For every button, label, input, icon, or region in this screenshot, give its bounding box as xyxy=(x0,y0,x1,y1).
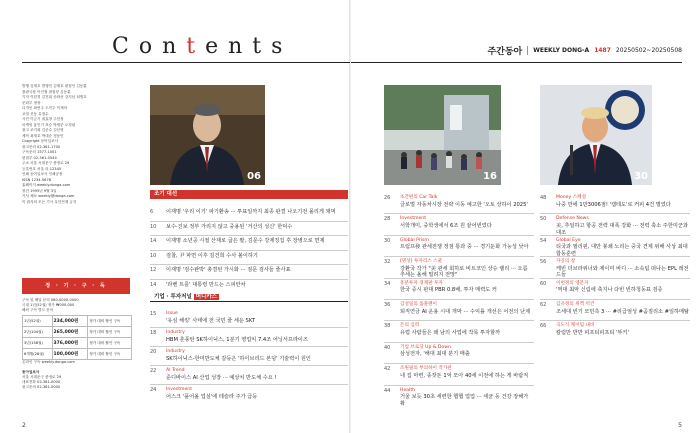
credit-line: Copyright 동아일보사 xyxy=(22,139,59,143)
credit-line: 기자 이한경 김건희 송화선 강지남 최범호 xyxy=(22,95,87,99)
price-term: 6개월(26권) xyxy=(23,349,53,360)
credit-line: 제작 최재호 박대순 정동민 xyxy=(22,133,64,138)
credit-line: 인쇄 동아일보사 인쇄공장 xyxy=(22,172,63,176)
toc-item[interactable] xyxy=(150,209,348,216)
divider xyxy=(527,46,528,55)
price-row xyxy=(23,316,132,327)
gutter xyxy=(349,0,351,433)
subscription-line: 국내 1년(52권) 정가 ₩000,000 xyxy=(22,303,75,307)
toc-headline: HBM 훈풍탄 SK하이닉스, 1분기 영업익 7.4조 어닝서프라이즈 xyxy=(166,336,308,343)
price-desc: 정가 대비 할인 구독 xyxy=(88,349,132,360)
toc-page-number: 20 xyxy=(150,349,157,355)
section-label-business: 기업 · 투자저널 머니카스 xyxy=(150,293,348,302)
toc-item[interactable] xyxy=(384,195,534,208)
credit-line: 기사 제보 weekly@donga.com xyxy=(22,194,75,198)
toc-headline: 보수·진보 정부 가리지 않고 중용된 '거산의 성신' 한덕수 xyxy=(166,223,293,230)
toc-divider xyxy=(384,385,534,386)
toc-category: Money 스페셜 xyxy=(556,195,587,200)
toc-category: 기업 브로딩 Up & Down xyxy=(400,344,451,350)
publisher-line: 대표전화 02-361-0000 xyxy=(22,380,61,384)
toc-body xyxy=(166,368,348,381)
toc-item[interactable] xyxy=(384,366,534,379)
credit-line: 홈페이지 weekly.donga.com xyxy=(22,183,71,187)
toc-page-number: 22 xyxy=(150,368,157,374)
toc-item[interactable] xyxy=(540,216,690,236)
toc-category: 이헌정의 영문자 xyxy=(556,280,589,286)
toc-page-number: 60 xyxy=(540,280,547,287)
toc-page-number: 42 xyxy=(384,366,391,373)
masthead xyxy=(487,44,682,57)
price-term: 3년(156권) xyxy=(23,338,53,349)
toc-body xyxy=(400,195,534,208)
toc-body xyxy=(166,387,348,400)
credit-line: 교열 신동 유정수 xyxy=(22,111,49,116)
price-value: 265,000원 xyxy=(52,327,88,338)
toc-divider xyxy=(150,365,348,366)
toc-item[interactable] xyxy=(384,388,534,408)
toc-headline: '유심 해킹' 사태에 전 국민 줄 세운 SKT xyxy=(166,317,255,324)
toc-headline: 글로벌 자동차시장 전략 이동 예고한 '오토 상하이 2025' xyxy=(400,201,528,208)
toc-divider xyxy=(150,250,348,251)
price-table xyxy=(22,315,132,360)
toc-headline: 거울 보듯 30초 세련한 햅햅 업업 ··· 세균 등 건강 장해가 확 xyxy=(400,394,529,407)
toc-page-number: 40 xyxy=(384,344,391,351)
credit-line: 구독문의 1577-1001 xyxy=(22,150,57,154)
credit-line: 출판국장 이인철 편집장 김동훈 xyxy=(22,89,71,94)
toc-divider xyxy=(384,363,534,364)
contents-title: Contents xyxy=(112,34,293,59)
toc-category: 자공의 창 xyxy=(556,259,576,265)
toc-page-number: 28 xyxy=(384,216,391,223)
toc-divider xyxy=(540,320,690,321)
credit-line: 마케팅 홍인기 표승 박재준 오경림 xyxy=(22,122,76,127)
credit-line: 편집부 02-361-0544 xyxy=(22,155,57,160)
toc-item[interactable] xyxy=(150,330,348,343)
toc-divider xyxy=(540,278,690,279)
toc-divider xyxy=(384,299,534,300)
toc-item[interactable] xyxy=(384,216,534,229)
toc-page-number: 10 xyxy=(150,223,157,230)
toc-body xyxy=(166,311,348,324)
photo-han-ducksoo xyxy=(150,85,265,185)
photo-page-number: 06 xyxy=(247,171,261,182)
photo-page-number: 16 xyxy=(483,171,497,182)
publisher-line: 온라인 구독 weekly.donga.com xyxy=(22,360,75,364)
price-term: 1년(52권) xyxy=(23,316,53,327)
toc-page-number: 14 xyxy=(150,281,157,288)
toc-headline: 조세대 빈기 모민측 3 ··· #리급엄성 #곰질리소 #일하메탈 xyxy=(556,308,690,315)
toc-category: 김성일의 롤플랜이 xyxy=(400,302,437,307)
toc-body xyxy=(556,195,690,208)
toc-item[interactable] xyxy=(540,323,690,336)
toc-page-number: 32 xyxy=(384,259,391,266)
toc-body xyxy=(400,366,534,379)
credits xyxy=(22,84,132,205)
toc-divider xyxy=(384,320,534,321)
credit-line: 광고문의 02-361-1700 xyxy=(22,144,61,149)
credit-line: 창간 1995년 9월 3일 xyxy=(22,188,57,193)
toc-page-number: 48 xyxy=(540,195,547,201)
toc-item[interactable] xyxy=(150,282,348,289)
toc-body xyxy=(400,345,534,358)
credit-line: ISSN 1234-5678 xyxy=(22,177,52,182)
toc-divider xyxy=(540,299,690,300)
street-illustration xyxy=(384,85,501,185)
toc-divider xyxy=(150,346,348,347)
toc-headline: 내 집 마련, 종잣돈 1억 모아 40세 이전에 하는 게 바람직 xyxy=(400,372,529,379)
issue-date: 20250502~20250508 xyxy=(615,47,682,54)
toc-page-number: 62 xyxy=(540,302,547,308)
toc-page-number: 34 xyxy=(384,280,391,287)
toc-headline: '라벤 트를' 대통령 만드는 스피란차 xyxy=(166,281,246,288)
toc-headline: '역대 최악 신림에 축지나 다빈 빈하청동표 검증 xyxy=(556,287,663,294)
toc-category: 돈의 심력 xyxy=(400,323,420,329)
toc-body xyxy=(400,238,534,251)
toc-divider xyxy=(540,235,690,236)
price-value: 100,000원 xyxy=(52,349,88,360)
toc-headline: 케빈 더브라위너와 제이미 바디 ··· 소속팀 떠나는 EPL 레전드들 xyxy=(556,265,689,279)
toc-item[interactable] xyxy=(540,259,690,279)
toc-page-number: 26 xyxy=(384,195,391,201)
price-row xyxy=(23,338,132,349)
publisher-line: 서울 서대문구 충정로 29 xyxy=(22,375,62,379)
magazine-name: 주간동아 xyxy=(487,47,523,57)
toc-item[interactable] xyxy=(540,281,690,294)
toc-item[interactable] xyxy=(384,323,534,336)
subscription-line: 구독 및 배달 문의 080-0000-0000 xyxy=(22,298,79,302)
toc-page-number: 24 xyxy=(150,387,157,393)
toc-page-number: 50 xyxy=(540,216,547,223)
toc-category: Issue xyxy=(166,311,178,316)
credit-line: 사진 이금기 권효창 주현정 xyxy=(22,117,64,121)
credit-line: 이 잡지의 모든 기사 무단전재 금지 xyxy=(22,199,77,204)
magazine-english-name: WEEKLY DONG-A xyxy=(533,47,590,54)
toc-item[interactable] xyxy=(384,281,534,294)
toc-item[interactable] xyxy=(540,238,690,258)
page-number-right: 5 xyxy=(678,422,682,429)
toc-body xyxy=(166,330,348,343)
toc-divider xyxy=(384,256,534,257)
toc-headline: 이재명 '검수완박' 총결된 가시화 ··· 질문 검사들 줄사표 xyxy=(166,267,291,273)
price-value: 376,000원 xyxy=(52,338,88,349)
toc-category: Investment xyxy=(400,216,427,222)
toc-body xyxy=(166,209,348,216)
toc-category: 곡도식 케이밈 내비 xyxy=(556,323,595,329)
toc-category: Health xyxy=(400,387,416,393)
toc-divider xyxy=(540,213,690,214)
toc-category: Investment xyxy=(166,387,193,392)
toc-divider xyxy=(384,278,534,279)
toc-page-number: 30 xyxy=(384,237,391,244)
credit-line: 발행 김재호 발행인 김재호 편집인 김동훈 xyxy=(22,84,87,88)
toc-headline: 나중 만에 1만3006점! '캡테도'로 커피 4건 벌었다 xyxy=(556,201,671,208)
toc-category: Global Prism xyxy=(400,237,429,243)
price-value: 234,000원 xyxy=(52,316,88,327)
toc-item[interactable] xyxy=(150,349,348,362)
toc-item[interactable] xyxy=(150,311,348,324)
toc-divider xyxy=(540,256,690,257)
toc-headline: 검찰, 尹 파면 이후 김건희 수사 볼이하기 xyxy=(166,252,258,259)
toc-item[interactable] xyxy=(540,302,690,315)
toc-body xyxy=(166,282,348,289)
toc-page-number: 6 xyxy=(150,209,154,215)
toc-divider xyxy=(384,235,534,236)
toc-item[interactable] xyxy=(384,259,534,279)
toc-category: Defense News xyxy=(556,216,589,222)
header-rule-left xyxy=(22,62,350,63)
toc-body xyxy=(556,238,690,258)
toc-page-number: 66 xyxy=(540,323,547,330)
toc-divider xyxy=(384,342,534,343)
price-row xyxy=(23,349,132,360)
toc-headline: 삼성전자, '해대 최대 분기 매출 xyxy=(400,351,470,358)
toc-divider xyxy=(150,384,348,385)
publisher-info xyxy=(22,360,132,390)
toc-category: [명상] 투자리스 스쿨 xyxy=(400,259,443,265)
toc-body xyxy=(556,281,690,294)
price-row xyxy=(23,327,132,338)
toc-page-number: 36 xyxy=(384,302,391,308)
price-desc: 정가 대비 할인 구독 xyxy=(88,316,132,327)
toc-body xyxy=(400,323,534,336)
toc-item[interactable] xyxy=(150,238,348,245)
toc-body xyxy=(400,281,534,294)
toc-divider xyxy=(150,264,348,265)
publisher-line: 광고문의 02-361-0000 xyxy=(22,385,61,389)
credit-line: 광고 조기희 김준수 김신영 xyxy=(22,128,64,132)
toc-headline: 美, 추일하고 항공 전력 대폭 강화 ··· 전력 축소 주한미군과 대조 xyxy=(556,222,688,236)
toc-page-number: 15 xyxy=(150,311,157,317)
toc-category: 김유정의 위켁 퍽건 xyxy=(556,302,595,307)
portrait-illustration xyxy=(540,85,652,185)
toc-headline: 트럼프發 관세전쟁 정점 통과 중 ··· 경기둔화 가능성 낮아 xyxy=(400,244,529,251)
toc-body xyxy=(166,253,348,260)
toc-category: Global Eye xyxy=(556,237,581,243)
toc-category: 초간편의 Car Talk xyxy=(400,195,438,200)
photo-trump xyxy=(540,85,652,185)
toc-category: 조원필의 부의하이 작가관 xyxy=(400,366,452,372)
toc-body xyxy=(166,224,348,231)
toc-page-number: 44 xyxy=(384,387,391,394)
section-label-election: 조기 대선 xyxy=(150,190,348,199)
price-desc: 정가 대비 할인 구독 xyxy=(88,338,132,349)
toc-headline: 강환국 작가 "美 관세 회하로 비트코인 상승 랠리 ··· 오름 추세는 올해 밀려지 전망" xyxy=(400,265,528,279)
toc-category: 흥분투자 경제판 투자 xyxy=(400,280,443,286)
toc-item[interactable] xyxy=(150,368,348,381)
subscription-info xyxy=(22,298,132,313)
toc-headline: SK하이닉스-한미반도체 갈등은 '하이브리드 본딩' 기술력이 원인 xyxy=(166,355,311,362)
toc-page-number: 14 xyxy=(150,238,157,244)
toc-category: Industry xyxy=(166,349,185,354)
toc-divider xyxy=(150,279,348,280)
toc-item[interactable] xyxy=(384,345,534,358)
toc-body xyxy=(400,388,534,408)
toc-divider xyxy=(150,235,348,236)
toc-body xyxy=(556,216,690,236)
toc-item[interactable] xyxy=(150,387,348,400)
subscription-line: 해외 구독 별도 문의 xyxy=(22,308,54,312)
issue-number: 1487 xyxy=(594,47,611,54)
credit-line: 디자인 최연주 도진주 이재학 xyxy=(22,106,68,110)
toc-divider xyxy=(150,221,348,222)
toc-item[interactable] xyxy=(540,195,690,208)
toc-body xyxy=(400,259,534,279)
toc-headline: 티국과 필리핀, 대만 봉쇄 노리는 중국 견제 위해 사상 최대 합동훈련 xyxy=(556,244,688,257)
toc-body xyxy=(556,259,690,279)
toc-page-number: 54 xyxy=(540,237,547,244)
toc-headline: 칼럼만 반반 피프티피프티 '뚜키' xyxy=(556,329,629,336)
toc-headline: 준디바이스 AI 산업 성장 ··· 예상치 반도체 수요 ! xyxy=(166,374,277,381)
publisher-line: 동아일보사 xyxy=(22,370,40,374)
toc-body xyxy=(166,349,348,362)
toc-item[interactable] xyxy=(384,238,534,251)
credit-line: 주소 서울 서대문구 충정로 29 xyxy=(22,161,70,165)
toc-page-number: 12 xyxy=(150,267,157,273)
page-number-left: 2 xyxy=(22,422,26,429)
price-term: 2년(104권) xyxy=(23,327,53,338)
toc-page-number: 38 xyxy=(384,323,391,330)
credit-line: 등록번호 서울 라 12345 xyxy=(22,166,62,171)
toc-category: Industry xyxy=(166,330,185,335)
subscription-banner: 정 · 기 · 구 · 독 xyxy=(22,278,130,294)
toc-divider xyxy=(384,213,534,214)
toc-headline: 어스크 '플어올 업실'에 테슬라 주가 급등 xyxy=(166,393,258,400)
toc-headline: 유럽 사람들은 왜 남의 사업에 작목 투자할까 xyxy=(400,329,501,336)
toc-headline: 이재명 소년공 시절 산재로 굽은 팔, 김문수 강제징집 후 장병으로 면제 xyxy=(166,238,325,244)
toc-page-number: 10 xyxy=(150,252,157,259)
toc-page-number: 18 xyxy=(150,330,157,336)
photo-street-scene xyxy=(384,85,501,185)
photo-page-number: 30 xyxy=(634,171,648,182)
toc-item[interactable] xyxy=(150,224,348,231)
toc-body xyxy=(556,302,690,315)
toc-headline: 한국 증시 판대 PBR 0.8배, 투자 매력도 커 xyxy=(400,287,497,294)
toc-divider xyxy=(150,327,348,328)
price-desc: 정가 대비 할인 구독 xyxy=(88,327,132,338)
toc-body xyxy=(556,323,690,336)
toc-body xyxy=(400,216,534,229)
toc-body xyxy=(166,267,348,274)
toc-body xyxy=(400,302,534,315)
header-rule-right xyxy=(351,62,682,63)
toc-item[interactable] xyxy=(384,302,534,315)
toc-headline: 이재명 '우리 이기' 파기환송 ··· 투표일까지 최종 판결 나오기전 몰리게 돼먹 xyxy=(166,209,336,215)
credit-line: 문화부 정장 · xyxy=(22,100,43,105)
portrait-illustration xyxy=(150,85,265,185)
toc-headline: 퇴직연금 AI 운용 시대 개막 ··· 수익률 개선은 어전의 난제 xyxy=(400,308,531,315)
toc-body xyxy=(166,238,348,245)
toc-headline: 서학개미, 중학생에서 6조 원 끝어빈었다 xyxy=(400,222,492,229)
toc-category: AI Trend xyxy=(166,368,185,373)
toc-item[interactable] xyxy=(150,267,348,274)
toc-page-number: 56 xyxy=(540,259,547,266)
toc-item[interactable] xyxy=(150,253,348,260)
